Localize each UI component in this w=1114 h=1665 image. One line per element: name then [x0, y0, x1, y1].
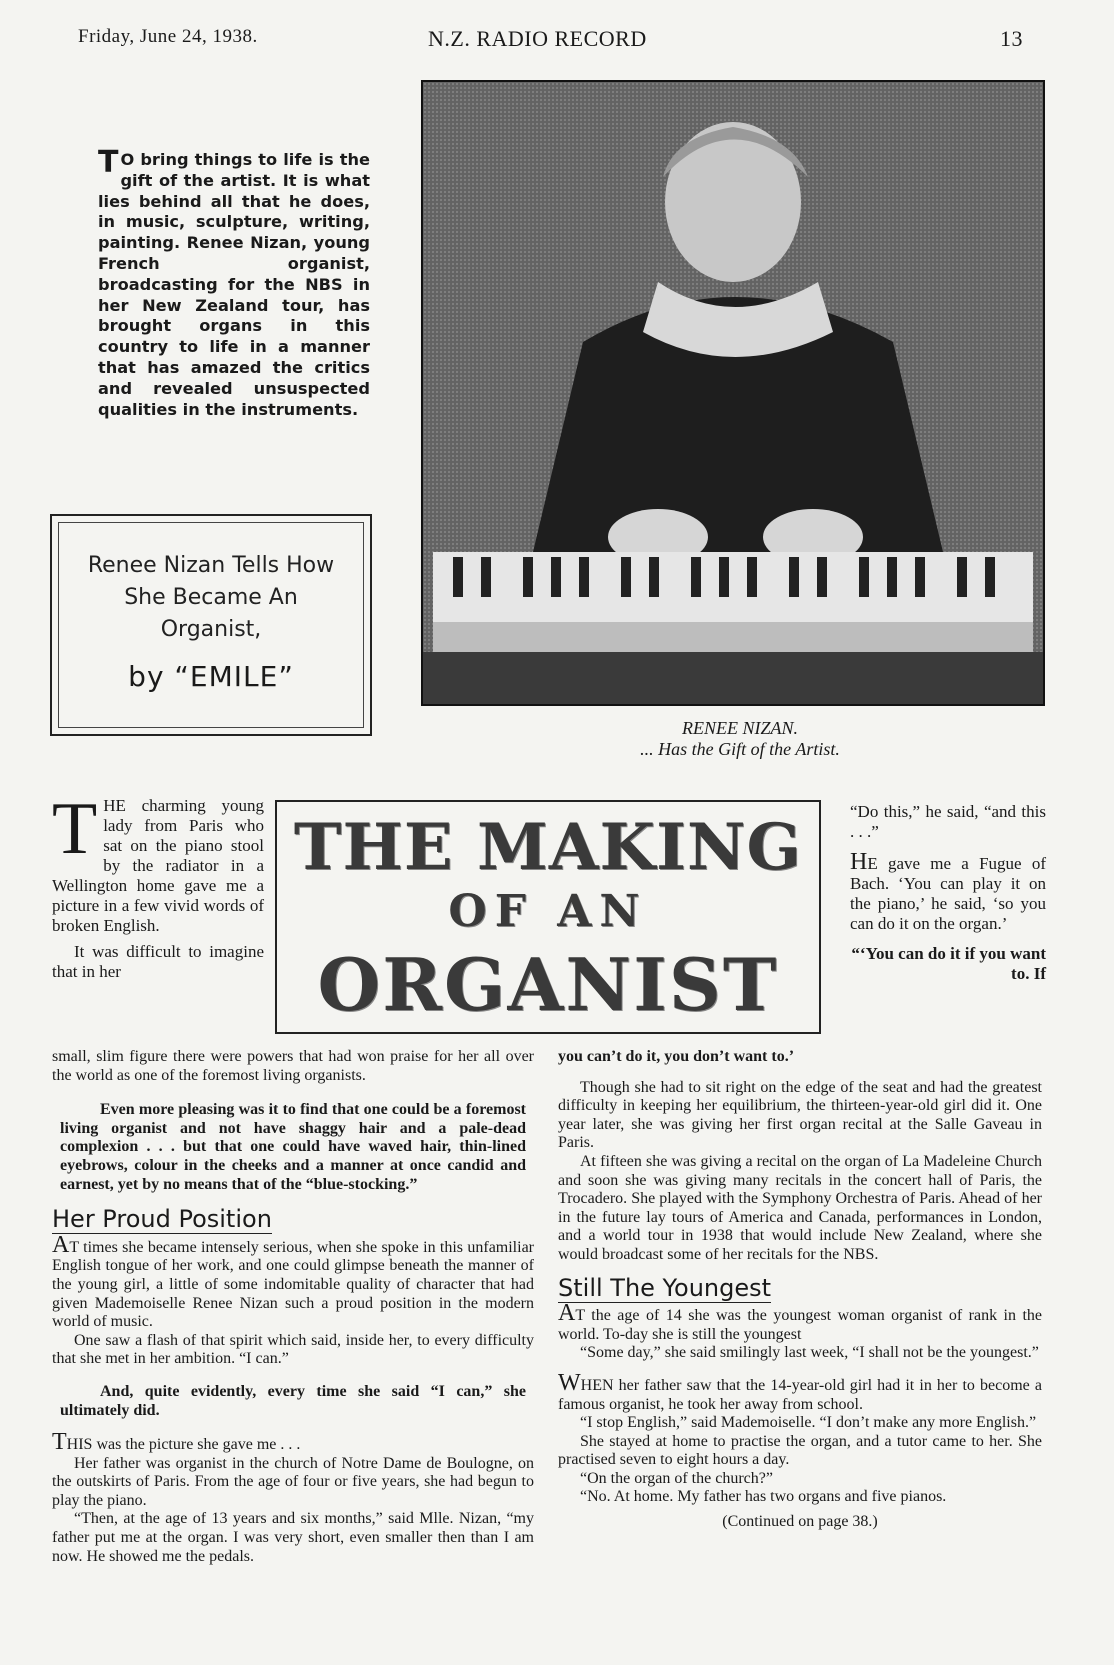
page-number: 13	[1000, 26, 1023, 51]
header-date: Friday, June 24, 1938.	[78, 26, 258, 47]
right-body-p8-cap: W	[558, 1369, 581, 1396]
left-drop-cap: T	[52, 788, 98, 870]
left-body-p7: HIS was the picture she gave me . . .	[66, 1436, 301, 1454]
left-body-p3: Even more pleasing was it to find that one could be a foremost living organist and not have shaggy hair and a pale-dead complexion . . . but that one could have waved hair, thin-lined eyebrows, colour in the cheeks and a manner at once candid and earnest, yet by no means that of the “blue-stocking.”	[60, 1101, 526, 1193]
title-line-1: THE MAKING	[293, 810, 803, 885]
photo-caption	[560, 718, 920, 760]
right-body-p8: HEN her father saw that the 14-year-old girl had it in her to become a famous organist, he took her away from school.	[558, 1376, 1042, 1413]
left-top-column	[52, 788, 264, 982]
right-top-p1: “Do this,” he said, “and this . . .”	[850, 802, 1046, 841]
section-heading-still-the-youngest: Still The Youngest	[558, 1273, 772, 1302]
right-body-p4: Though she had to sit right on the edge of the seat and had the greatest difficulty in keeping her equilibrium, the thirteen-year-old girl did it. One year later, she was giving her first organ recital at the Salle Gaveau in Paris.	[558, 1078, 1042, 1152]
intro-paragraph	[98, 145, 370, 420]
continued-note: (Continued on page 38.)	[722, 1513, 878, 1531]
right-body-p10: She stayed at home to practise the organ, and a tutor came to her. She practised seven to eight hours a day.	[558, 1432, 1042, 1469]
right-body-p12: “No. At home. My father has two organs and five pianos.	[580, 1488, 947, 1506]
right-body-column	[558, 1048, 1042, 1532]
right-body-p6-cap: A	[558, 1300, 576, 1327]
right-body-p6: T the age of 14 she was the youngest woman organist of rank in the world. To-day she is still the youngest	[558, 1307, 1042, 1343]
caption-subtitle: ... Has the Gift of the Artist.	[640, 739, 840, 759]
left-body-p7-cap: T	[52, 1429, 67, 1456]
right-body-p7: “Some day,” she said smilingly last week, “I shall not be the youngest.”	[580, 1344, 1039, 1362]
right-body-p3-cont: you can’t do it, you don’t want to.’	[558, 1048, 795, 1065]
title-line-3: ORGANIST	[317, 942, 779, 1027]
intro-drop-cap: T	[98, 145, 119, 180]
right-top-column	[850, 802, 1046, 984]
section-heading-her-proud-position: Her Proud Position	[52, 1205, 272, 1234]
left-top-p2: It was difficult to imagine that in her	[52, 942, 264, 981]
left-body-p8: Her father was organist in the church of Notre Dame de Boulogne, on the outskirts of Paris. From the age of four or five years, she had begun to play the piano.	[52, 1454, 534, 1509]
left-body-p4-cap: A	[52, 1231, 70, 1258]
right-top-p2-cap: H	[850, 849, 868, 875]
article-title-box	[275, 800, 821, 1034]
right-body-p9: “I stop English,” said Mademoiselle. “I don’t make any more English.”	[580, 1414, 1037, 1432]
right-body-p11: “On the organ of the church?”	[580, 1469, 773, 1487]
left-body-p2-cont: small, slim figure there were powers that had won praise for her all over the world as one of the foremost living organists.	[52, 1048, 534, 1084]
left-body-p9: “Then, at the age of 13 years and six months,” said Mlle. Nizan, “my father put me at the organ. I was very short, even smaller then than I am now. He showed me the pedals.	[52, 1510, 534, 1565]
left-body-column	[52, 1048, 534, 1566]
organist-photo	[421, 80, 1045, 706]
left-body-p6: And, quite evidently, every time she said “I can,” she ultimately did.	[60, 1382, 526, 1419]
byline-line-2: She Became An	[124, 585, 298, 610]
title-line-2: OF AN	[448, 886, 648, 937]
left-body-p5: One saw a flash of that spirit which said, inside her, to every difficulty that she met in her ambition. “I can.”	[52, 1331, 534, 1368]
caption-name: RENEE NIZAN.	[682, 718, 798, 738]
intro-text: O bring things to life is the gift of the artist. It is what lies behind all that he does, in music, sculpture, writing, painting. Renee Nizan, young French organist, broadcasting for the NBS in her New Zealand tour, has brought organs in this country to life in a manner that has amazed the critics and revealed unsuspected qualities in the instruments.	[98, 150, 370, 419]
byline-author: by “EMILE”	[128, 660, 294, 693]
right-body-p5: At fifteen she was giving a recital on the organ of La Madeleine Church and soon she was giving many recitals in the concert hall of Paris, the Trocadero. She played with the Symphony Orchestra of Paris. Ahead of her in the future lay tours of America and Canada, performances in London, and a world tour in 1938 that would include New Zealand, where she would broadcast some of her recitals for the NBS.	[558, 1152, 1042, 1263]
publication-title: N.Z. RADIO RECORD	[428, 26, 647, 51]
right-top-p2: E gave me a Fugue of Bach. ‘You can play it on the piano,’ he said, ‘so you can do it on the organ.’	[850, 854, 1046, 933]
right-top-p3: “‘You can do it if you want to. If	[851, 944, 1046, 983]
byline-box	[50, 514, 372, 736]
left-top-p1: HE charming young lady from Paris who sat on the piano stool by the radiator in a Wellington home gave me a picture in a few vivid words of broken English.	[52, 796, 264, 935]
byline-line-3: Organist,	[160, 617, 262, 642]
byline-line-1: Renee Nizan Tells How	[87, 553, 335, 578]
left-body-p4: T times she became intensely serious, when she spoke in this unfamiliar English tongue of her work, and one could glimpse beneath the manner of the young girl, a little of some indomitable quality of character that had given Mademoiselle Renee Nizan such a proud position in the modern world of music.	[52, 1238, 534, 1331]
